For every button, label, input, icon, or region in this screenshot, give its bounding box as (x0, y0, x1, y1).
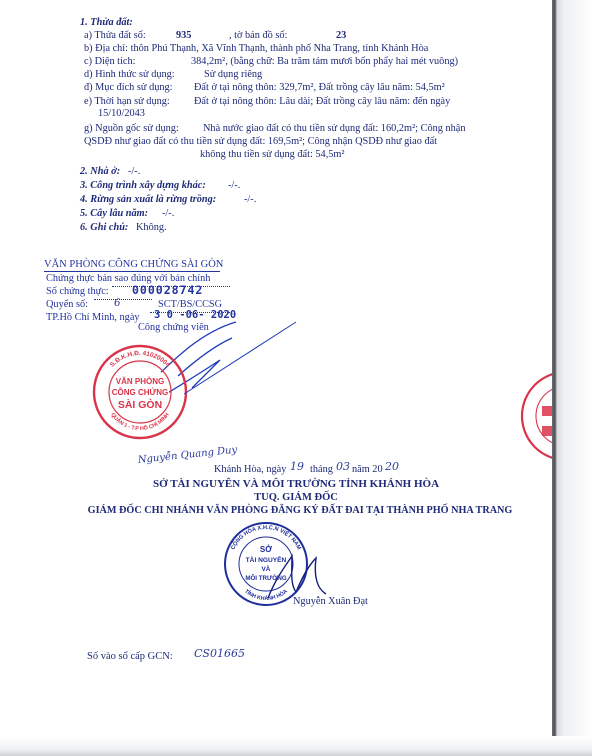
section-2-heading: 2. Nhà ở: (80, 166, 121, 177)
red-seal-bottom-text: QUẬN 1 - T.P HỒ CHÍ MINH (109, 412, 171, 433)
blue-seal-line-3: VÀ (261, 566, 271, 573)
area-label: c) Diện tích: (84, 56, 136, 67)
section-6-heading: 6. Ghi chú: (80, 222, 129, 233)
section-5-value: -/-. (162, 208, 175, 219)
parcel-number-label: a) Thửa đất số: (84, 30, 146, 41)
certification-number-value: 000028742 (132, 283, 204, 297)
usage-form-value: Sử dụng riêng (204, 69, 263, 80)
blue-seal-outer-text: CỘNG HÒA X.H.C.N VIỆT NAM (230, 524, 302, 551)
red-seal-line-3: SÀI GÒN (117, 399, 163, 411)
notary-red-seal (91, 343, 189, 441)
certification-date: 3 0 -06- 2020 (154, 309, 237, 321)
usage-purpose-value: Đất ở tại nông thôn: 329,7m², Đất trồng cây lâu năm: 54,5m² (194, 82, 445, 93)
blue-seal-line-2: TÀI NGUYÊN (245, 557, 287, 564)
section-3-value: -/-. (228, 180, 241, 191)
notary-stroke (180, 318, 300, 398)
section-4-heading: 4. Rừng sản xuất là rừng trồng: (80, 194, 217, 205)
issuance-day: 19 (290, 460, 304, 473)
origin-line-2: QSDĐ như giao đất có thu tiền sử dụng đất: 169,5m²; Công nhận QSDĐ như giao đất (84, 136, 438, 147)
book-number-suffix: SCT/BS/CCSG (158, 299, 223, 310)
page-edge-shadow (552, 0, 592, 756)
issuance-month-label: tháng (310, 464, 333, 475)
notary-title: Công chứng viên (138, 322, 209, 333)
origin-line-3: không thu tiền sử dụng đất: 54,5m² (200, 149, 345, 160)
section-1-heading: 1. Thửa đất: (80, 17, 133, 28)
book-number-line (94, 299, 152, 300)
register-number-value: CS01665 (194, 647, 245, 660)
book-number-value: 6 (114, 297, 121, 309)
blue-seal-line-1: SỞ (259, 545, 273, 554)
address-line: b) Địa chỉ: thôn Phú Thạnh, Xã Vĩnh Thạnh, thành phố Nha Trang, tỉnh Khánh Hòa (84, 43, 429, 54)
authorization-line: TUQ. GIÁM ĐỐC (254, 492, 338, 503)
issuance-year-label: năm 20 (352, 464, 383, 475)
page-bottom-shadow (0, 736, 592, 756)
notary-office-name: VĂN PHÒNG CÔNG CHỨNG SÀI GÒN (44, 259, 224, 270)
issuance-place-date-prefix: Khánh Hòa, ngày (214, 464, 287, 475)
signer-name: Nguyễn Xuân Đạt (293, 596, 368, 607)
certification-number-label: Số chứng thực: (46, 286, 109, 297)
section-4-value: -/-. (244, 194, 257, 205)
book-number-label: Quyển số: (46, 299, 89, 310)
map-sheet-label: , tờ bản đồ số: (229, 30, 288, 41)
usage-term-value: Đất ở tại nông thôn: Lâu dài; Đất trồng cây lâu năm: đến ngày (194, 96, 451, 107)
red-seal-line-1: VĂN PHÒNG (115, 377, 165, 386)
origin-label: g) Nguồn gốc sử dụng: (84, 123, 179, 134)
notary-signature-name: Nguyễn Quang Duy (137, 444, 238, 466)
issuance-year-hand: 20 (385, 460, 399, 473)
city-date-label: TP.Hồ Chí Minh, ngày (46, 312, 140, 323)
register-number-label: Số vào sổ cấp GCN: (87, 651, 173, 662)
section-2-value: -/-. (128, 166, 141, 177)
issuance-month: 03 (336, 460, 350, 473)
parcel-number-value: 935 (176, 30, 192, 41)
section-3-heading: 3. Công trình xây dựng khác: (80, 180, 206, 191)
section-6-value: Không. (136, 222, 167, 233)
notary-copy-statement: Chứng thực bản sao đúng với bản chính (46, 273, 211, 284)
red-seal-top-text: S.Đ.K.H.Đ. 41020004 (108, 349, 172, 369)
section-5-heading: 5. Cây lâu năm: (80, 208, 149, 219)
usage-form-label: d) Hình thức sử dụng: (84, 69, 175, 80)
issuing-organization: SỞ TÀI NGUYÊN VÀ MÔI TRƯỜNG TỈNH KHÁNH HÒA (152, 478, 440, 490)
area-value: 384,2m², (bằng chữ: Ba trăm tám mươi bốn phẩy hai mét vuông) (191, 56, 459, 67)
blue-seal-line-4: MÔI TRƯỜNG (245, 575, 287, 582)
origin-line-1: Nhà nước giao đất có thu tiền sử dụng đất: 160,2m²; Công nhận (203, 123, 466, 134)
director-title: GIÁM ĐỐC CHI NHÁNH VĂN PHÒNG ĐĂNG KÝ ĐẤT ĐAI TẠI THÀNH PHỐ NHA TRANG (87, 505, 513, 516)
usage-term-label: e) Thời hạn sử dụng: (84, 96, 170, 107)
red-seal-line-2: CÔNG CHỨNG (111, 388, 169, 397)
partial-red-seal (520, 368, 552, 464)
notary-title-underline (44, 271, 220, 272)
usage-purpose-label: đ) Mục đích sử dụng: (84, 82, 173, 93)
blue-seal-bottom-text: TỈNH KHÁNH HÒA (243, 588, 289, 603)
usage-term-date: 15/10/2043 (98, 108, 145, 119)
map-sheet-value: 23 (336, 30, 347, 41)
